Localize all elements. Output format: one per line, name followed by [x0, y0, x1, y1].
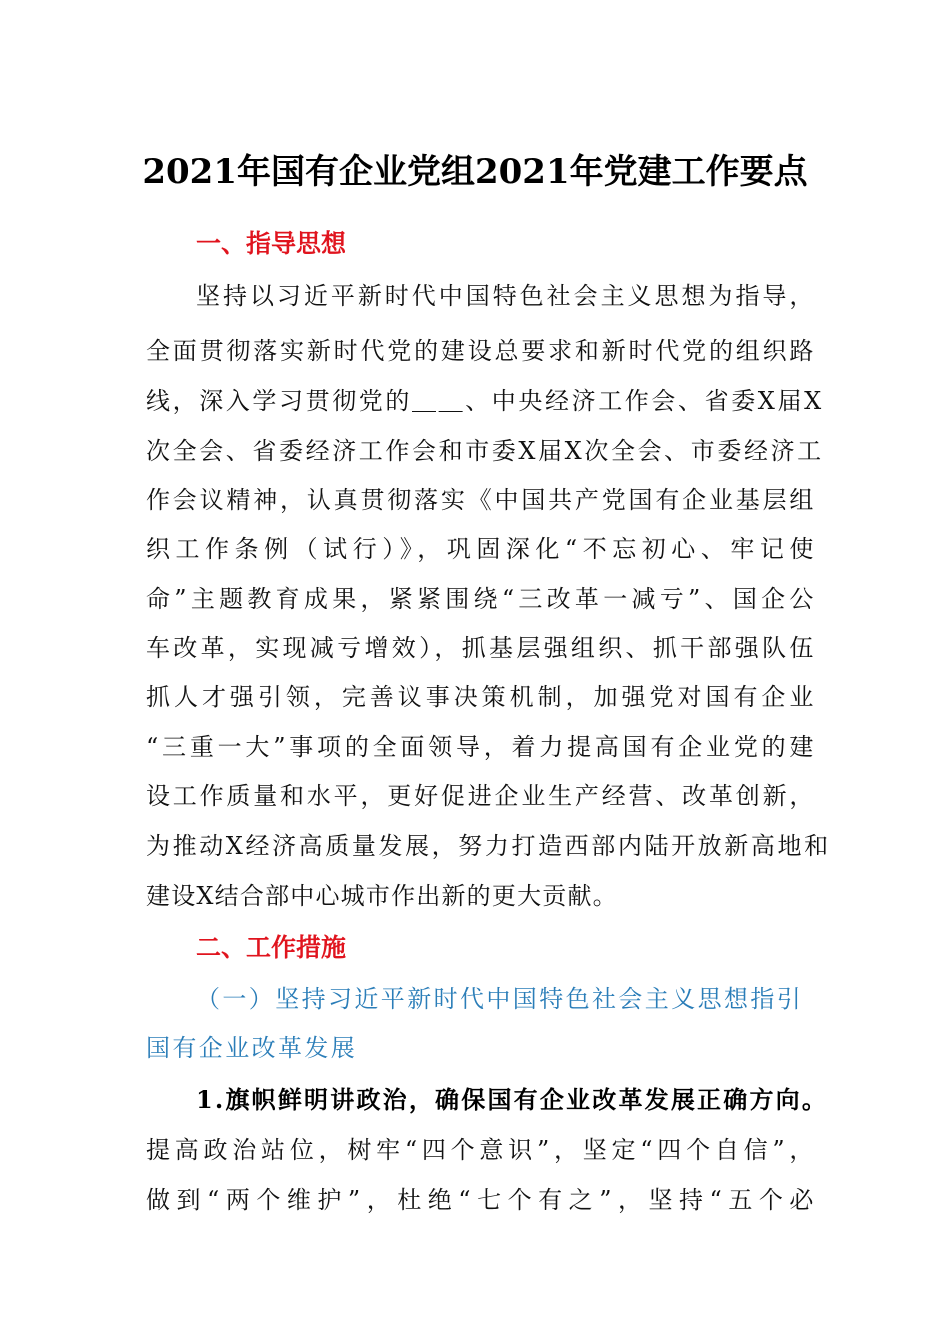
paragraph-line: 作会议精神，认真贯彻落实《中国共产党国有企业基层组 — [146, 486, 816, 514]
paragraph-line: 线，深入学习贯彻党的＿＿、中央经济工作会、省委X届X — [146, 387, 824, 415]
section-heading-work-measures: 二、工作措施 — [196, 933, 347, 962]
document-title: 2021年国有企业党组2021年党建工作要点 — [142, 152, 808, 192]
paragraph-line: 设工作质量和水平，更好促进企业生产经营、改革创新， — [146, 782, 816, 810]
paragraph-line: 为推动X经济高质量发展，努力打造西部内陆开放新高地和 — [146, 832, 831, 860]
paragraph-line: 织工作条例（试行）》，巩固深化“不忘初心、牢记使 — [146, 535, 816, 563]
paragraph-line: 做到“两个维护”，杜绝“七个有之”，坚持“五个必 — [146, 1186, 816, 1214]
paragraph-line: 次全会、省委经济工作会和市委X届X次全会、市委经济工 — [146, 437, 824, 465]
section-heading-guiding-ideology: 一、指导思想 — [196, 229, 347, 258]
paragraph-line: 全面贯彻落实新时代党的建设总要求和新时代党的组织路 — [146, 337, 816, 365]
paragraph-line: “三重一大”事项的全面领导，着力提高国有企业党的建 — [146, 733, 816, 761]
subsection-heading-line: （一）坚持习近平新时代中国特色社会主义思想指引 — [196, 985, 804, 1013]
paragraph-line: 提高政治站位，树牢“四个意识”，坚定“四个自信”， — [146, 1136, 816, 1164]
paragraph-line: 建设X结合部中心城市作出新的更大贡献。 — [146, 882, 618, 910]
paragraph-line: 命”主题教育成果，紧紧围绕“三改革一减亏”、国企公 — [146, 585, 816, 613]
item-heading: 1.旗帜鲜明讲政治，确保国有企业改革发展正确方向。 — [196, 1085, 829, 1114]
subsection-heading-line: 国有企业改革发展 — [146, 1034, 358, 1062]
paragraph-line: 抓人才强引领，完善议事决策机制，加强党对国有企业 — [146, 683, 816, 711]
paragraph-line: 车改革，实现减亏增效），抓基层强组织、抓干部强队伍 — [146, 634, 816, 662]
paragraph-line: 坚持以习近平新时代中国特色社会主义思想为指导， — [196, 282, 816, 310]
